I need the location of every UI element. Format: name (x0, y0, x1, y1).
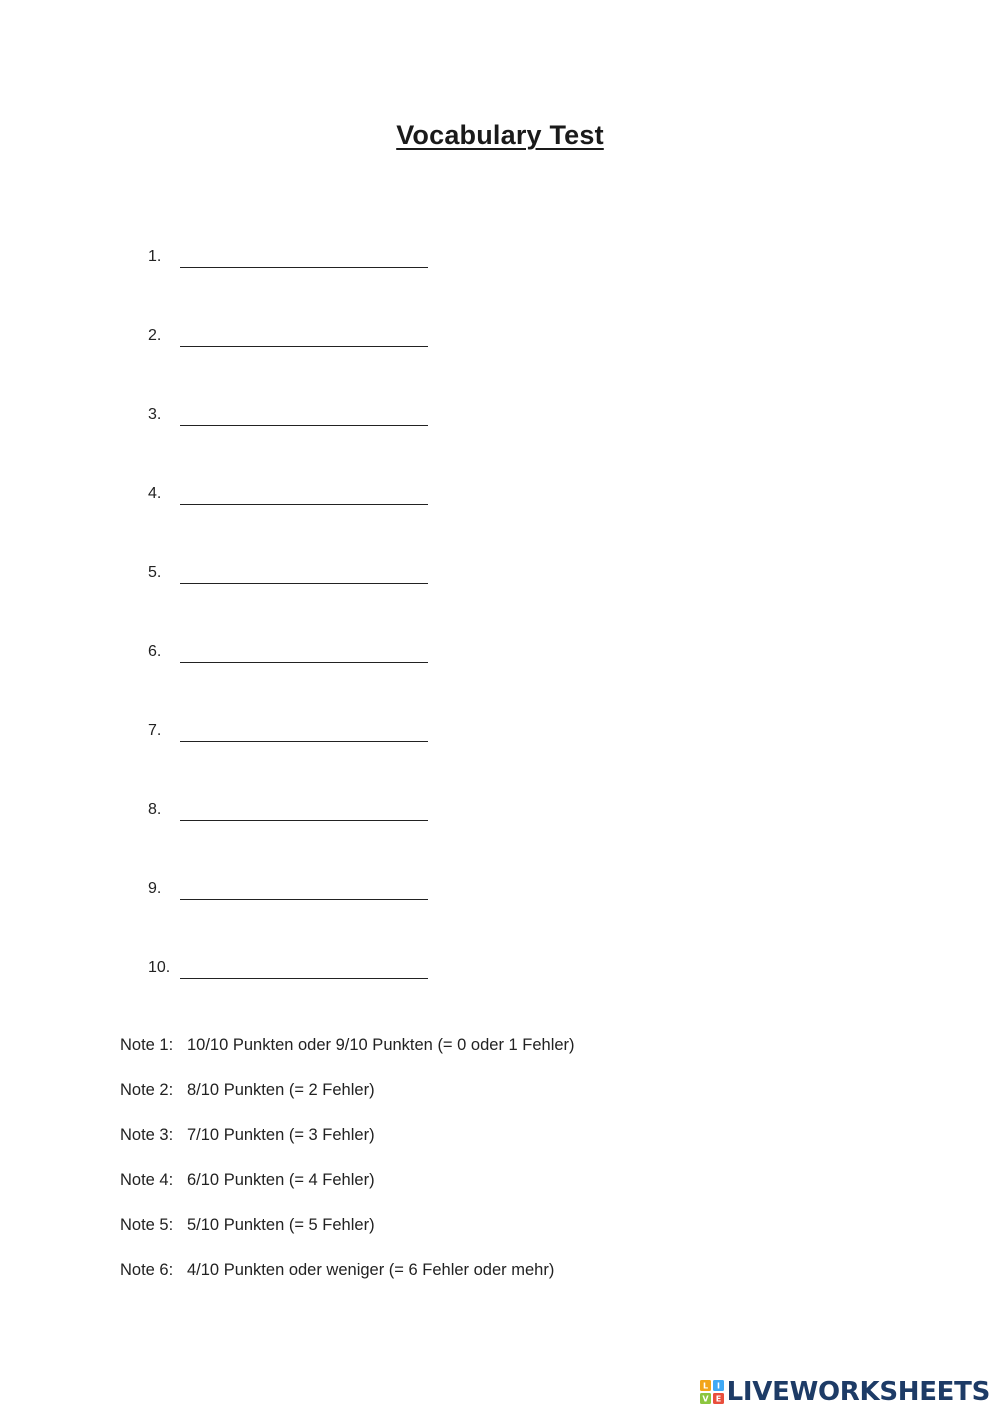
question-item (148, 483, 448, 513)
grade-text: 7/10 Punkten (= 3 Fehler) (187, 1126, 375, 1144)
grade-text: 6/10 Punkten (= 4 Fehler) (187, 1171, 375, 1189)
answer-line[interactable] (180, 820, 428, 821)
question-item (148, 562, 448, 592)
answer-line[interactable] (180, 504, 428, 505)
grade-label: Note 3: (120, 1126, 174, 1144)
svg-text:E: E (715, 1394, 721, 1404)
question-item (148, 246, 448, 276)
grade-row (120, 1216, 820, 1240)
answer-line[interactable] (180, 346, 428, 347)
grade-text: 10/10 Punkten oder 9/10 Punkten (= 0 oder 1 Fehler) (187, 1036, 575, 1054)
answer-line[interactable] (180, 899, 428, 900)
answer-line[interactable] (180, 662, 428, 663)
svg-text:L: L (702, 1381, 708, 1391)
grade-label: Note 6: (120, 1261, 174, 1279)
grade-label: Note 2: (120, 1081, 174, 1099)
liveworksheets-brand[interactable] (700, 1377, 990, 1407)
grade-label: Note 4: (120, 1171, 174, 1189)
answer-line[interactable] (180, 425, 428, 426)
question-number: 10. (148, 959, 171, 976)
liveworksheets-logo-icon (700, 1380, 724, 1404)
question-item (148, 641, 448, 671)
question-number: 3. (148, 406, 162, 423)
grade-label: Note 1: (120, 1036, 174, 1054)
question-number: 6. (148, 643, 162, 660)
svg-text:V: V (702, 1394, 709, 1404)
answer-line[interactable] (180, 583, 428, 584)
question-number: 8. (148, 801, 162, 818)
question-item (148, 404, 448, 434)
question-number: 9. (148, 880, 162, 897)
question-item (148, 720, 448, 750)
question-number: 2. (148, 327, 162, 344)
answer-line[interactable] (180, 978, 428, 979)
answer-line[interactable] (180, 741, 428, 742)
brand-name: LIVEWORKSHEETS (726, 1377, 990, 1407)
svg-text:I: I (716, 1381, 720, 1391)
grade-row (120, 1081, 820, 1105)
question-number: 5. (148, 564, 162, 581)
grade-text: 8/10 Punkten (= 2 Fehler) (187, 1081, 375, 1099)
grade-row (120, 1036, 820, 1060)
question-item (148, 325, 448, 355)
grade-row (120, 1126, 820, 1150)
question-item (148, 799, 448, 829)
question-number: 4. (148, 485, 162, 502)
grade-row (120, 1261, 820, 1285)
question-item (148, 957, 448, 987)
question-item (148, 878, 448, 908)
page-title: Vocabulary Test (396, 120, 604, 150)
grade-label: Note 5: (120, 1216, 174, 1234)
answer-line[interactable] (180, 267, 428, 268)
grade-text: 4/10 Punkten oder weniger (= 6 Fehler oder mehr) (187, 1261, 555, 1279)
question-number: 7. (148, 722, 162, 739)
grade-row (120, 1171, 820, 1195)
grade-text: 5/10 Punkten (= 5 Fehler) (187, 1216, 375, 1234)
question-number: 1. (148, 248, 162, 265)
